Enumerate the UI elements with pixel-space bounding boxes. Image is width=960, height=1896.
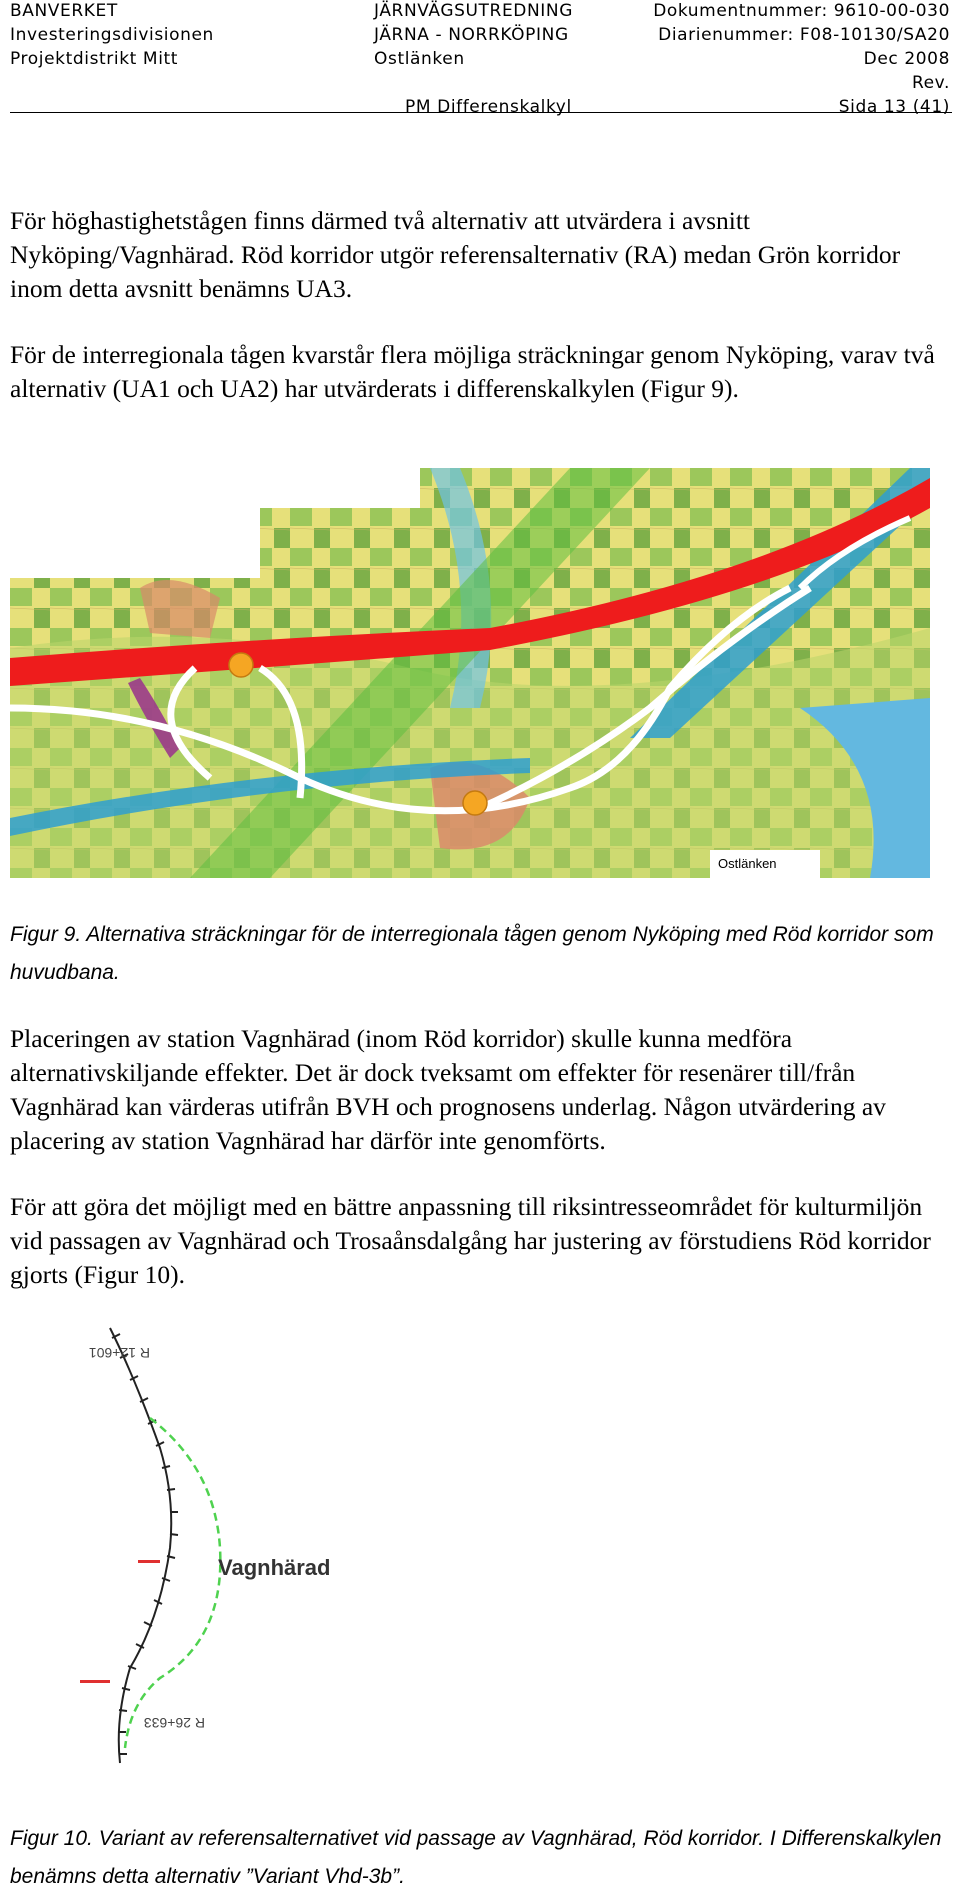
- paragraph: För höghastighetstågen finns därmed två alternativ att utvärdera i avsnitt Nyköping/Vagnhärad. Röd korridor utgör referensalternativ (RA) medan Grön korridor inom detta avsnitt benämns UA3.: [10, 206, 901, 303]
- paragraph: För de interregionala tågen kvarstår flera möjliga sträckningar genom Nyköping, varav två alternativ (UA1 och UA2) har utvärderats i differenskalkylen (Figur 9).: [10, 340, 935, 403]
- page-number: Sida 13 (41): [838, 97, 950, 117]
- document-date: Dec 2008: [863, 49, 950, 69]
- figure-10-alignment: [40, 1318, 380, 1778]
- document-number: Dokumentnummer: 9610-00-030: [653, 1, 950, 21]
- alignment-ticks: [112, 1334, 178, 1754]
- paragraph: Placeringen av station Vagnhärad (inom Röd korridor) skulle kunna medföra alternativskiljande effekter. Det är dock tveksamt om effekter för resenärer till/från Vagnhärad kan värderas utifrån BVH och prognosens underlag. Någon utvärdering av placering av station Vagnhärad har därför inte genomförts.: [10, 1024, 886, 1155]
- header-row: [10, 48, 950, 72]
- figure-9-map: [10, 468, 930, 878]
- chainage-label-top: R 12+601: [88, 1345, 150, 1361]
- division-name: Investeringsdivisionen: [10, 25, 214, 45]
- revision-label: Rev.: [911, 73, 950, 93]
- org-name: BANVERKET: [10, 1, 118, 21]
- district-name: Projektdistrikt Mitt: [10, 49, 179, 69]
- page-header: [10, 0, 950, 120]
- memo-title: PM Differenskalkyl: [405, 97, 572, 117]
- chainage-mark: [80, 1680, 110, 1683]
- header-row: [10, 72, 950, 96]
- header-divider: [10, 112, 952, 113]
- map-legend-label: Ostlänken: [718, 856, 777, 871]
- header-row: [10, 24, 950, 48]
- project-name: Ostlänken: [374, 49, 465, 69]
- station-marker: [463, 791, 487, 815]
- registry-number: Diarienummer: F08-10130/SA20: [658, 25, 950, 45]
- header-row: [10, 96, 950, 120]
- station-mark: [138, 1560, 160, 1563]
- header-row: [10, 0, 950, 24]
- route-name: JÄRNA - NORRKÖPING: [374, 25, 569, 45]
- station-marker: [229, 653, 253, 677]
- red-corridor-alignment: [110, 1328, 171, 1763]
- place-label: Vagnhärad: [218, 1555, 331, 1580]
- chainage-label-bottom: R 26+633: [143, 1715, 205, 1731]
- figure-10-caption: Figur 10. Variant av referensalternativet vid passage av Vagnhärad, Röd korridor. I Differenskalkylen benämns detta alternativ ”Variant Vhd-3b”.: [10, 1827, 942, 1888]
- paragraph: För att göra det möjligt med en bättre anpassning till riksintresseområdet för kulturmiljön vid passagen av Vagnhärad och Trosaånsdalgång har justering av förstudiens Röd korridor gjorts (Figur 10).: [10, 1192, 931, 1289]
- figure-9-caption: Figur 9. Alternativa sträckningar för de interregionala tågen genom Nyköping med Röd korridor som huvudbana.: [10, 923, 934, 984]
- report-type: JÄRNVÄGSUTREDNING: [374, 1, 574, 21]
- variant-vhd-3b-alignment: [125, 1418, 220, 1748]
